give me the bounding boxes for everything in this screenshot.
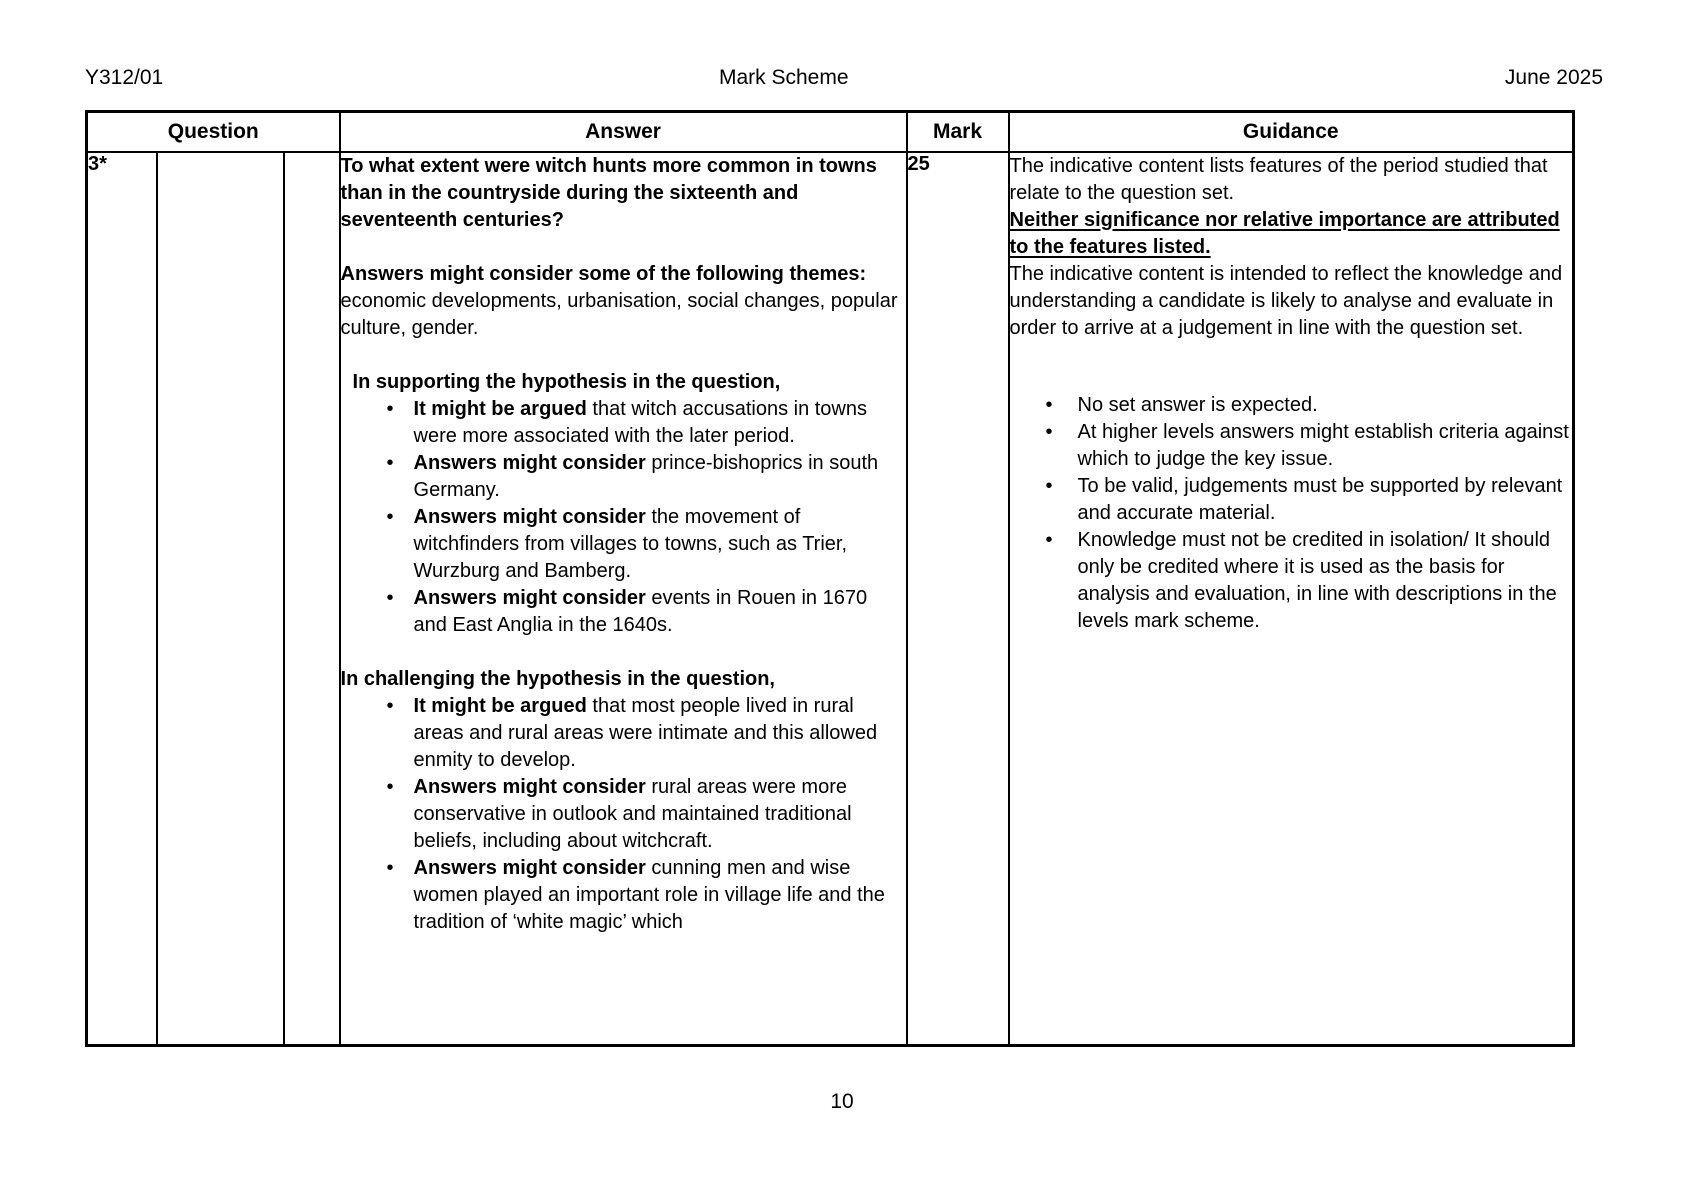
bullet-text xyxy=(414,450,906,504)
bullet-icon: • xyxy=(386,775,394,798)
supporting-bullet-list xyxy=(341,396,906,639)
question-subcell-empty-2 xyxy=(284,152,340,1046)
question-subcell-empty-1 xyxy=(157,152,284,1046)
bullet-rest: events in Rouen in 1670 and East Anglia in the 1640s. xyxy=(413,586,868,636)
bullet-icon: • xyxy=(386,451,394,474)
list-item xyxy=(387,504,906,585)
list-item xyxy=(387,855,906,936)
bullet-text xyxy=(414,693,906,774)
bullet-text: No set answer is expected. xyxy=(1077,393,1318,416)
column-header-question: Question xyxy=(87,112,340,152)
guidance-cell xyxy=(1009,152,1574,1046)
challenging-heading: In challenging the hypothesis in the question, xyxy=(340,667,775,690)
bullet-lead: Answers might consider xyxy=(413,775,646,798)
bullet-lead: Answers might consider xyxy=(413,856,646,879)
bullet-text xyxy=(414,774,906,855)
bullet-text: Knowledge must not be credited in isolation/ It should only be credited where it is used as the basis for analysis and evaluation, in line with descriptions in the levels mark scheme. xyxy=(1077,528,1557,632)
mark-scheme-table xyxy=(85,110,1575,1047)
guidance-paragraph-3: The indicative content is intended to reflect the knowledge and understanding a candidate is likely to analyse and evaluate in order to arrive at a judgement in line with the question set. xyxy=(1009,262,1563,339)
mark-value: 25 xyxy=(907,152,930,175)
bullet-rest: that witch accusations in towns were more associated with the later period. xyxy=(413,397,867,447)
themes-rest: economic developments, urbanisation, social changes, popular culture, gender. xyxy=(340,289,898,339)
bullet-text xyxy=(414,504,906,585)
bullet-rest: prince-bishoprics in south Germany. xyxy=(413,451,879,501)
bullet-icon: • xyxy=(1045,528,1053,551)
column-header-answer: Answer xyxy=(340,112,907,152)
bullet-text xyxy=(414,585,906,639)
question-text: To what extent were witch hunts more common in towns than in the countryside during the sixteenth and seventeenth centuries? xyxy=(340,154,877,231)
list-item xyxy=(387,585,906,639)
bullet-rest: cunning men and wise women played an important role in village life and the tradition of ‘white magic’ which xyxy=(413,856,885,933)
bullet-icon: • xyxy=(1045,474,1053,497)
column-header-mark: Mark xyxy=(907,112,1009,152)
bullet-lead: Answers might consider xyxy=(413,505,646,528)
question-number-cell xyxy=(87,152,157,1046)
list-item xyxy=(1046,473,1573,527)
themes-lead: Answers might consider some of the following themes: xyxy=(340,262,867,285)
question-number: 3* xyxy=(88,152,107,175)
bullet-icon: • xyxy=(1045,420,1053,443)
bullet-icon: • xyxy=(1045,393,1053,416)
bullet-icon: • xyxy=(386,586,394,609)
bullet-rest: rural areas were more conservative in outlook and maintained traditional beliefs, including about witchcraft. xyxy=(413,775,852,852)
challenging-bullet-list xyxy=(341,693,906,936)
guidance-paragraph-2: Neither significance nor relative importance are attributed to the features listed. xyxy=(1009,208,1560,258)
table-header-row xyxy=(87,112,1574,152)
bullet-text xyxy=(414,855,906,936)
list-item xyxy=(1046,392,1573,419)
guidance-paragraph-1: The indicative content lists features of the period studied that relate to the question set. xyxy=(1009,154,1548,204)
bullet-rest: the movement of witchfinders from villages to towns, such as Trier, Wurzburg and Bamberg. xyxy=(413,505,848,582)
mark-cell xyxy=(907,152,1009,1046)
bullet-icon: • xyxy=(386,397,394,420)
bullet-text xyxy=(414,396,906,450)
list-item xyxy=(1046,527,1573,635)
list-item xyxy=(387,450,906,504)
bullet-lead: It might be argued xyxy=(413,694,587,717)
list-item xyxy=(387,693,906,774)
list-item xyxy=(387,774,906,855)
bullet-rest: that most people lived in rural areas and rural areas were intimate and this allowed enmity to develop. xyxy=(413,694,878,771)
bullet-icon: • xyxy=(386,856,394,879)
page-number: 10 xyxy=(830,1090,854,1113)
bullet-lead: Answers might consider xyxy=(413,586,646,609)
bullet-icon: • xyxy=(386,505,394,528)
guidance-bullet-list xyxy=(1010,392,1573,635)
document-title: Mark Scheme xyxy=(719,66,849,89)
bullet-text: At higher levels answers might establish criteria against which to judge the key issue. xyxy=(1077,420,1569,470)
themes-paragraph xyxy=(341,261,906,342)
bullet-lead: Answers might consider xyxy=(413,451,646,474)
answer-cell xyxy=(340,152,907,1046)
bullet-lead: It might be argued xyxy=(413,397,587,420)
bullet-text: To be valid, judgements must be supported by relevant and accurate material. xyxy=(1077,474,1563,524)
table-row xyxy=(87,152,1574,1046)
supporting-heading: In supporting the hypothesis in the question, xyxy=(352,370,781,393)
column-header-guidance: Guidance xyxy=(1009,112,1574,152)
session-date: June 2025 xyxy=(1504,66,1603,89)
bullet-icon: • xyxy=(386,694,394,717)
list-item xyxy=(387,396,906,450)
paper-code: Y312/01 xyxy=(85,66,164,89)
list-item xyxy=(1046,419,1573,473)
